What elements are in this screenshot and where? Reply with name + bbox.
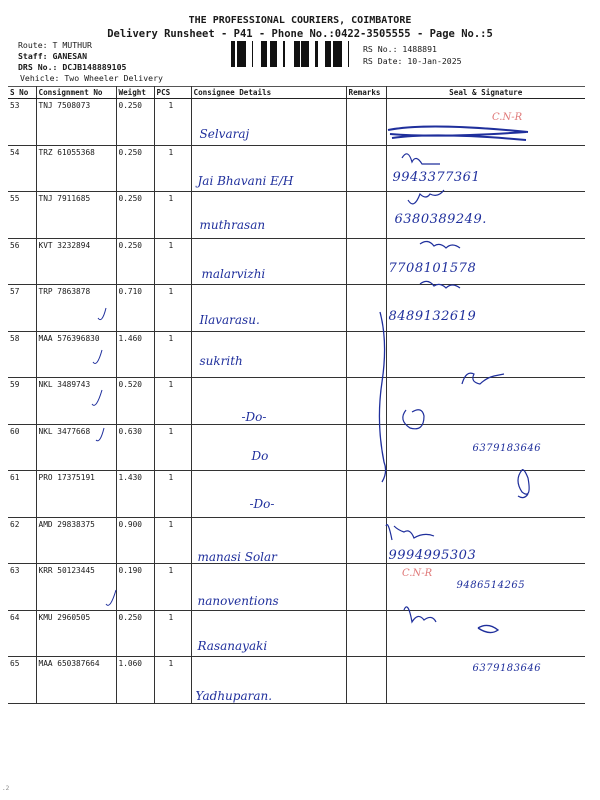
row-sno: 63 <box>8 564 36 611</box>
signature-phone-handwritten: 6379183646 <box>472 663 542 674</box>
signature-phone-handwritten: 6379183646 <box>472 442 542 454</box>
col-pcs: PCS <box>154 87 191 99</box>
consignee-handwritten: -Do- <box>241 410 267 424</box>
row-pcs: 1 <box>154 192 191 239</box>
row-signature <box>386 99 585 146</box>
table-row <box>8 564 585 611</box>
row-consignee <box>191 657 346 704</box>
row-consignment-no: TNJ 7911685 <box>36 192 116 239</box>
row-signature <box>386 471 585 518</box>
row-consignee <box>191 564 346 611</box>
signature-phone-handwritten: 6380389249. <box>394 212 487 227</box>
row-consignment-no: TRP 7863878 <box>36 285 116 332</box>
row-pcs: 1 <box>154 610 191 657</box>
col-consignee: Consignee Details <box>191 87 346 99</box>
consignee-handwritten: Ilavarasu. <box>199 313 260 327</box>
row-signature <box>386 238 585 285</box>
barcode-bar <box>265 41 267 67</box>
barcode-bar <box>327 41 330 67</box>
row-consignment-no: KMU 2960505 <box>36 610 116 657</box>
table-row <box>8 517 585 564</box>
vehicle-label: Vehicle: Two Wheeler Delivery <box>20 73 163 83</box>
row-consignment-no: KVT 3232894 <box>36 238 116 285</box>
row-sno: 57 <box>8 285 36 332</box>
route-label: Route: T MUTHUR <box>18 40 92 50</box>
row-weight: 1.430 <box>116 471 154 518</box>
row-consignee <box>191 331 346 378</box>
row-remarks <box>346 238 386 285</box>
barcode-bar <box>295 41 297 67</box>
consignee-handwritten: Rasanayaki <box>197 638 268 653</box>
row-sno: 60 <box>8 424 36 471</box>
row-consignment-no: TNJ 7508073 <box>36 99 116 146</box>
barcode-bar <box>237 41 240 67</box>
consignee-handwritten: Yadhuparan. <box>195 689 273 703</box>
barcode-bar <box>336 41 337 67</box>
row-consignee <box>191 378 346 425</box>
row-consignment-no: NKL 3477668 <box>36 424 116 471</box>
col-weight: Weight <box>116 87 154 99</box>
consignee-handwritten: muthrasan <box>199 218 266 232</box>
staff-label: Staff: GANESAN <box>18 51 88 61</box>
barcode-bar <box>276 41 277 67</box>
barcode-bar <box>348 41 349 67</box>
barcode-bar <box>303 41 306 67</box>
row-signature <box>386 378 585 425</box>
row-consignment-no: AMD 29838375 <box>36 517 116 564</box>
row-pcs: 1 <box>154 657 191 704</box>
company-title: THE PROFESSIONAL COURIERS, COIMBATORE <box>188 15 412 26</box>
row-remarks <box>346 610 386 657</box>
barcode-bar <box>271 41 273 67</box>
row-pcs: 1 <box>154 145 191 192</box>
row-consignee <box>191 238 346 285</box>
runsheet-table <box>8 86 585 704</box>
signature-phone-handwritten: 9486514265 <box>456 580 526 591</box>
row-signature <box>386 517 585 564</box>
barcode <box>231 41 353 67</box>
row-weight: 0.250 <box>116 99 154 146</box>
row-weight: 0.630 <box>116 424 154 471</box>
barcode-bar <box>234 41 235 67</box>
row-remarks <box>346 378 386 425</box>
barcode-bar <box>315 41 318 67</box>
row-sno: 64 <box>8 610 36 657</box>
consignee-handwritten: Jai Bhavani E/H <box>197 173 294 188</box>
stamp-mark-top: C.N-R <box>492 112 523 123</box>
table-row <box>8 192 585 239</box>
table-row <box>8 378 585 425</box>
row-consignment-no: NKL 3489743 <box>36 378 116 425</box>
row-sno: 65 <box>8 657 36 704</box>
row-weight: 0.250 <box>116 238 154 285</box>
row-signature <box>386 192 585 239</box>
row-weight: 0.190 <box>116 564 154 611</box>
row-remarks <box>346 471 386 518</box>
consignee-handwritten: manasi Solar <box>197 549 277 564</box>
row-consignee <box>191 192 346 239</box>
consignee-handwritten: -Do- <box>249 497 275 511</box>
row-consignment-no: PRO 17375191 <box>36 471 116 518</box>
row-signature <box>386 610 585 657</box>
barcode-bar <box>270 41 271 67</box>
row-remarks <box>346 517 386 564</box>
row-weight: 0.250 <box>116 145 154 192</box>
col-signature: Seal & Signature <box>386 87 585 99</box>
table-row <box>8 331 585 378</box>
row-signature <box>386 145 585 192</box>
row-consignee <box>191 471 346 518</box>
row-weight: 0.710 <box>116 285 154 332</box>
barcode-bar <box>333 41 336 67</box>
barcode-bar <box>231 41 234 67</box>
table-row <box>8 145 585 192</box>
barcode-bar <box>325 41 327 67</box>
row-weight: 0.520 <box>116 378 154 425</box>
row-sno: 55 <box>8 192 36 239</box>
row-signature <box>386 331 585 378</box>
row-consignee <box>191 99 346 146</box>
row-pcs: 1 <box>154 471 191 518</box>
signature-phone-handwritten: 8489132619 <box>388 309 477 324</box>
row-signature <box>386 285 585 332</box>
row-signature <box>386 657 585 704</box>
consignee-handwritten: Do <box>251 448 269 463</box>
col-sno: S No <box>8 87 36 99</box>
col-consignment: Consignment No <box>36 87 116 99</box>
barcode-bar <box>301 41 303 67</box>
stamp-mark-bottom: C.N-R <box>402 568 433 579</box>
footer-mark: .2 <box>2 785 10 792</box>
table-row <box>8 285 585 332</box>
row-weight: 0.250 <box>116 610 154 657</box>
barcode-bar <box>252 41 253 67</box>
rs-no-label: RS No.: 1488891 <box>363 44 437 54</box>
barcode-bar <box>306 41 307 67</box>
col-remarks: Remarks <box>346 87 386 99</box>
signature-phone-handwritten: 9943377361 <box>392 169 481 185</box>
row-pcs: 1 <box>154 99 191 146</box>
row-consignee <box>191 145 346 192</box>
barcode-bar <box>261 41 264 67</box>
row-consignee <box>191 517 346 564</box>
barcode-bar <box>337 41 339 67</box>
row-sno: 61 <box>8 471 36 518</box>
row-pcs: 1 <box>154 517 191 564</box>
table-row <box>8 657 585 704</box>
row-pcs: 1 <box>154 564 191 611</box>
barcode-bar <box>243 41 246 67</box>
row-sno: 58 <box>8 331 36 378</box>
row-weight: 0.900 <box>116 517 154 564</box>
consignee-handwritten: Selvaraj <box>199 127 250 141</box>
table-row <box>8 610 585 657</box>
row-consignee <box>191 285 346 332</box>
row-sno: 56 <box>8 238 36 285</box>
row-consignment-no: KRR 50123445 <box>36 564 116 611</box>
row-remarks <box>346 424 386 471</box>
signature-phone-handwritten: 7708101578 <box>388 260 477 276</box>
row-remarks <box>346 99 386 146</box>
consignee-handwritten: nanoventions <box>197 594 279 608</box>
table-row <box>8 471 585 518</box>
row-weight: 1.460 <box>116 331 154 378</box>
row-pcs: 1 <box>154 331 191 378</box>
row-remarks <box>346 657 386 704</box>
row-consignment-no: TRZ 61055368 <box>36 145 116 192</box>
row-sno: 53 <box>8 99 36 146</box>
barcode-bar <box>241 41 243 67</box>
row-consignment-no: MAA 650387664 <box>36 657 116 704</box>
barcode-bar <box>283 41 285 67</box>
barcode-bar <box>297 41 300 67</box>
row-signature <box>386 424 585 471</box>
barcode-bar <box>294 41 295 67</box>
row-consignment-no: MAA 576396830 <box>36 331 116 378</box>
row-pcs: 1 <box>154 424 191 471</box>
table-header-row <box>8 87 585 99</box>
row-remarks <box>346 564 386 611</box>
barcode-bar <box>307 41 309 67</box>
row-weight: 0.250 <box>116 192 154 239</box>
row-pcs: 1 <box>154 238 191 285</box>
row-remarks <box>346 331 386 378</box>
row-consignee <box>191 424 346 471</box>
runsheet-subtitle: Delivery Runsheet - P41 - Phone No.:0422-3505555 - Page No.:5 <box>107 28 493 40</box>
barcode-bar <box>330 41 331 67</box>
barcode-bar <box>273 41 276 67</box>
consignee-handwritten: sukrith <box>199 353 243 368</box>
barcode-bar <box>264 41 265 67</box>
row-remarks <box>346 285 386 332</box>
row-pcs: 1 <box>154 285 191 332</box>
row-sno: 59 <box>8 378 36 425</box>
table-row <box>8 424 585 471</box>
barcode-bar <box>240 41 241 67</box>
row-sno: 62 <box>8 517 36 564</box>
drs-label: DRS No.: DCJB148889105 <box>18 62 127 72</box>
rs-date-label: RS Date: 10-Jan-2025 <box>363 56 462 66</box>
row-sno: 54 <box>8 145 36 192</box>
barcode-bar <box>339 41 342 67</box>
table-row <box>8 238 585 285</box>
row-weight: 1.060 <box>116 657 154 704</box>
row-consignee <box>191 610 346 657</box>
signature-phone-handwritten: 9994995303 <box>388 547 477 563</box>
consignee-handwritten: malarvizhi <box>201 266 266 281</box>
row-remarks <box>346 192 386 239</box>
row-remarks <box>346 145 386 192</box>
row-pcs: 1 <box>154 378 191 425</box>
